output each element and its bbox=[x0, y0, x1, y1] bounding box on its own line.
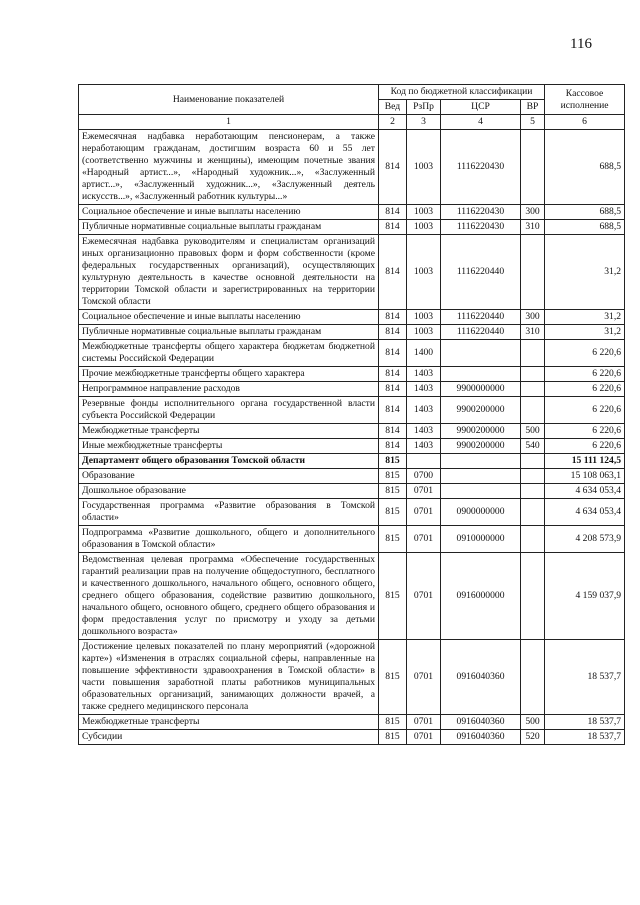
table-row bbox=[79, 469, 625, 484]
row-vr bbox=[521, 484, 545, 499]
row-name: Иные межбюджетные трансферты bbox=[79, 439, 379, 454]
table-row bbox=[79, 205, 625, 220]
row-csr: 0916040360 bbox=[441, 715, 521, 730]
row-name: Образование bbox=[79, 469, 379, 484]
row-rzpr: 1403 bbox=[407, 424, 441, 439]
row-name: Прочие межбюджетные трансферты общего характера bbox=[79, 367, 379, 382]
row-vr bbox=[521, 367, 545, 382]
row-name: Ежемесячная надбавка неработающим пенсионерам, а также неработающим гражданам, достигшим возраста 60 и 55 лет (соответственно мужчины и женщины), имеющим почетные звания «Народный артист...», «Народный художник...», «Заслуженный артист...», «Заслуженный художник...», «Заслуженный деятель искусств...», «Заслуженный работник культуры...» bbox=[79, 130, 379, 205]
row-rzpr: 1003 bbox=[407, 130, 441, 205]
row-csr: 1116220430 bbox=[441, 220, 521, 235]
row-amount: 31,2 bbox=[545, 235, 625, 310]
table-row bbox=[79, 310, 625, 325]
row-amount: 15 108 063,1 bbox=[545, 469, 625, 484]
row-name: Межбюджетные трансферты bbox=[79, 715, 379, 730]
row-rzpr: 1400 bbox=[407, 340, 441, 367]
row-vr bbox=[521, 397, 545, 424]
row-amount: 688,5 bbox=[545, 220, 625, 235]
row-csr: 9900200000 bbox=[441, 397, 521, 424]
row-amount: 18 537,7 bbox=[545, 730, 625, 745]
col-number: 2 bbox=[379, 115, 407, 130]
row-csr: 0916040360 bbox=[441, 640, 521, 715]
row-vr bbox=[521, 499, 545, 526]
row-rzpr: 1003 bbox=[407, 220, 441, 235]
row-vr bbox=[521, 340, 545, 367]
table-row bbox=[79, 715, 625, 730]
table-row bbox=[79, 454, 625, 469]
header-ved: Вед bbox=[379, 100, 407, 115]
row-rzpr: 1003 bbox=[407, 205, 441, 220]
table-row bbox=[79, 499, 625, 526]
row-ved: 815 bbox=[379, 484, 407, 499]
row-rzpr: 1003 bbox=[407, 310, 441, 325]
table-row bbox=[79, 640, 625, 715]
row-rzpr: 1003 bbox=[407, 235, 441, 310]
row-csr bbox=[441, 367, 521, 382]
header-amount: Кассовое исполнение bbox=[545, 85, 625, 115]
row-name: Резервные фонды исполнительного органа государственной власти субъекта Российской Федерации bbox=[79, 397, 379, 424]
row-vr: 310 bbox=[521, 325, 545, 340]
row-ved: 814 bbox=[379, 205, 407, 220]
row-vr: 300 bbox=[521, 310, 545, 325]
table-row bbox=[79, 397, 625, 424]
col-number: 1 bbox=[79, 115, 379, 130]
col-number: 3 bbox=[407, 115, 441, 130]
row-ved: 814 bbox=[379, 235, 407, 310]
row-ved: 815 bbox=[379, 469, 407, 484]
row-rzpr: 0701 bbox=[407, 526, 441, 553]
row-amount: 4 634 053,4 bbox=[545, 484, 625, 499]
row-amount: 6 220,6 bbox=[545, 439, 625, 454]
row-name: Межбюджетные трансферты общего характера бюджетам бюджетной системы Российской Федерации bbox=[79, 340, 379, 367]
table-row bbox=[79, 424, 625, 439]
row-csr bbox=[441, 484, 521, 499]
row-amount: 6 220,6 bbox=[545, 367, 625, 382]
row-name: Социальное обеспечение и иные выплаты населению bbox=[79, 310, 379, 325]
row-ved: 814 bbox=[379, 439, 407, 454]
row-vr bbox=[521, 382, 545, 397]
row-ved: 815 bbox=[379, 526, 407, 553]
row-vr bbox=[521, 454, 545, 469]
row-ved: 814 bbox=[379, 310, 407, 325]
table-row bbox=[79, 526, 625, 553]
row-rzpr: 1003 bbox=[407, 325, 441, 340]
row-ved: 815 bbox=[379, 553, 407, 640]
table-row bbox=[79, 325, 625, 340]
row-amount: 688,5 bbox=[545, 205, 625, 220]
table-row bbox=[79, 220, 625, 235]
row-vr: 310 bbox=[521, 220, 545, 235]
row-ved: 815 bbox=[379, 730, 407, 745]
row-name: Достижение целевых показателей по плану мероприятий («дорожной карте») «Изменения в отраслях социальной сферы, направленные на повышение эффективности здравоохранения в Томской области» в части повышения заработной платы работников муниципальных образовательных организаций, занимающих должности врачей, а также среднего медицинского персонала bbox=[79, 640, 379, 715]
row-csr bbox=[441, 454, 521, 469]
table-row bbox=[79, 130, 625, 205]
row-amount: 6 220,6 bbox=[545, 340, 625, 367]
row-ved: 814 bbox=[379, 397, 407, 424]
row-rzpr: 1403 bbox=[407, 397, 441, 424]
row-csr: 1116220440 bbox=[441, 235, 521, 310]
row-name: Публичные нормативные социальные выплаты гражданам bbox=[79, 220, 379, 235]
row-amount: 31,2 bbox=[545, 310, 625, 325]
row-rzpr: 0701 bbox=[407, 553, 441, 640]
row-ved: 814 bbox=[379, 220, 407, 235]
row-amount: 6 220,6 bbox=[545, 382, 625, 397]
row-ved: 814 bbox=[379, 130, 407, 205]
row-name: Непрограммное направление расходов bbox=[79, 382, 379, 397]
row-name: Публичные нормативные социальные выплаты гражданам bbox=[79, 325, 379, 340]
table-row bbox=[79, 439, 625, 454]
row-rzpr: 0700 bbox=[407, 469, 441, 484]
row-ved: 815 bbox=[379, 715, 407, 730]
row-csr: 0900000000 bbox=[441, 499, 521, 526]
row-rzpr: 0701 bbox=[407, 730, 441, 745]
row-amount: 688,5 bbox=[545, 130, 625, 205]
row-rzpr: 0701 bbox=[407, 484, 441, 499]
row-rzpr bbox=[407, 454, 441, 469]
row-vr: 540 bbox=[521, 439, 545, 454]
row-amount: 18 537,7 bbox=[545, 715, 625, 730]
row-ved: 814 bbox=[379, 382, 407, 397]
header-code-group: Код по бюджетной классификации bbox=[379, 85, 545, 100]
header-rzpr: РзПр bbox=[407, 100, 441, 115]
row-amount: 15 111 124,5 bbox=[545, 454, 625, 469]
row-vr: 300 bbox=[521, 205, 545, 220]
row-name: Подпрограмма «Развитие дошкольного, общего и дополнительного образования в Томской области» bbox=[79, 526, 379, 553]
row-vr bbox=[521, 235, 545, 310]
row-amount: 4 634 053,4 bbox=[545, 499, 625, 526]
row-amount: 4 159 037,9 bbox=[545, 553, 625, 640]
row-amount: 6 220,6 bbox=[545, 424, 625, 439]
col-number: 5 bbox=[521, 115, 545, 130]
table-row bbox=[79, 367, 625, 382]
row-csr: 0910000000 bbox=[441, 526, 521, 553]
row-name: Социальное обеспечение и иные выплаты населению bbox=[79, 205, 379, 220]
budget-table bbox=[78, 84, 625, 745]
table-row bbox=[79, 484, 625, 499]
row-amount: 4 208 573,9 bbox=[545, 526, 625, 553]
row-csr bbox=[441, 469, 521, 484]
col-number: 4 bbox=[441, 115, 521, 130]
row-csr: 1116220440 bbox=[441, 310, 521, 325]
row-ved: 814 bbox=[379, 367, 407, 382]
row-ved: 814 bbox=[379, 340, 407, 367]
row-vr: 520 bbox=[521, 730, 545, 745]
row-rzpr: 0701 bbox=[407, 640, 441, 715]
row-vr bbox=[521, 130, 545, 205]
row-rzpr: 0701 bbox=[407, 715, 441, 730]
row-name: Дошкольное образование bbox=[79, 484, 379, 499]
row-csr: 9900200000 bbox=[441, 424, 521, 439]
row-ved: 814 bbox=[379, 424, 407, 439]
row-rzpr: 1403 bbox=[407, 382, 441, 397]
table-row bbox=[79, 730, 625, 745]
row-csr: 1116220430 bbox=[441, 205, 521, 220]
row-csr: 0916040360 bbox=[441, 730, 521, 745]
row-csr: 9900000000 bbox=[441, 382, 521, 397]
row-rzpr: 1403 bbox=[407, 439, 441, 454]
row-amount: 18 537,7 bbox=[545, 640, 625, 715]
row-rzpr: 0701 bbox=[407, 499, 441, 526]
row-ved: 815 bbox=[379, 499, 407, 526]
row-name: Субсидии bbox=[79, 730, 379, 745]
row-name: Межбюджетные трансферты bbox=[79, 424, 379, 439]
row-vr bbox=[521, 469, 545, 484]
row-name: Государственная программа «Развитие образования в Томской области» bbox=[79, 499, 379, 526]
row-name: Ежемесячная надбавка руководителям и специалистам организаций иных организационно правовых форм и форм собственности (кроме федеральных государственных организаций), осуществляющих культурную деятельность в качестве основной деятельности на территории Томской области и зарегистрированных на территории Томской области bbox=[79, 235, 379, 310]
row-ved: 815 bbox=[379, 640, 407, 715]
row-vr bbox=[521, 640, 545, 715]
row-ved: 815 bbox=[379, 454, 407, 469]
row-vr: 500 bbox=[521, 424, 545, 439]
row-csr: 1116220430 bbox=[441, 130, 521, 205]
row-csr: 0916000000 bbox=[441, 553, 521, 640]
col-number: 6 bbox=[545, 115, 625, 130]
header-vr: ВР bbox=[521, 100, 545, 115]
row-vr bbox=[521, 526, 545, 553]
row-csr: 1116220440 bbox=[441, 325, 521, 340]
row-rzpr: 1403 bbox=[407, 367, 441, 382]
row-vr: 500 bbox=[521, 715, 545, 730]
table-row bbox=[79, 235, 625, 310]
header-name: Наименование показателей bbox=[79, 85, 379, 115]
table-row bbox=[79, 340, 625, 367]
table-row bbox=[79, 553, 625, 640]
table-row bbox=[79, 382, 625, 397]
row-name: Департамент общего образования Томской области bbox=[79, 454, 379, 469]
row-amount: 31,2 bbox=[545, 325, 625, 340]
header-csr: ЦСР bbox=[441, 100, 521, 115]
row-csr bbox=[441, 340, 521, 367]
row-name: Ведомственная целевая программа «Обеспечение государственных гарантий реализации прав на получение общедоступного, бесплатного и качественного дошкольного, начального общего, основного общего, среднего общего образования, содействие развитию дошкольного, начального общего, основного общего, среднего общего образования и форм предоставления услуг по присмотру и уходу за детьми дошкольного возраста» bbox=[79, 553, 379, 640]
page-number: 116 bbox=[570, 36, 592, 52]
row-csr: 9900200000 bbox=[441, 439, 521, 454]
row-vr bbox=[521, 553, 545, 640]
row-amount: 6 220,6 bbox=[545, 397, 625, 424]
row-ved: 814 bbox=[379, 325, 407, 340]
